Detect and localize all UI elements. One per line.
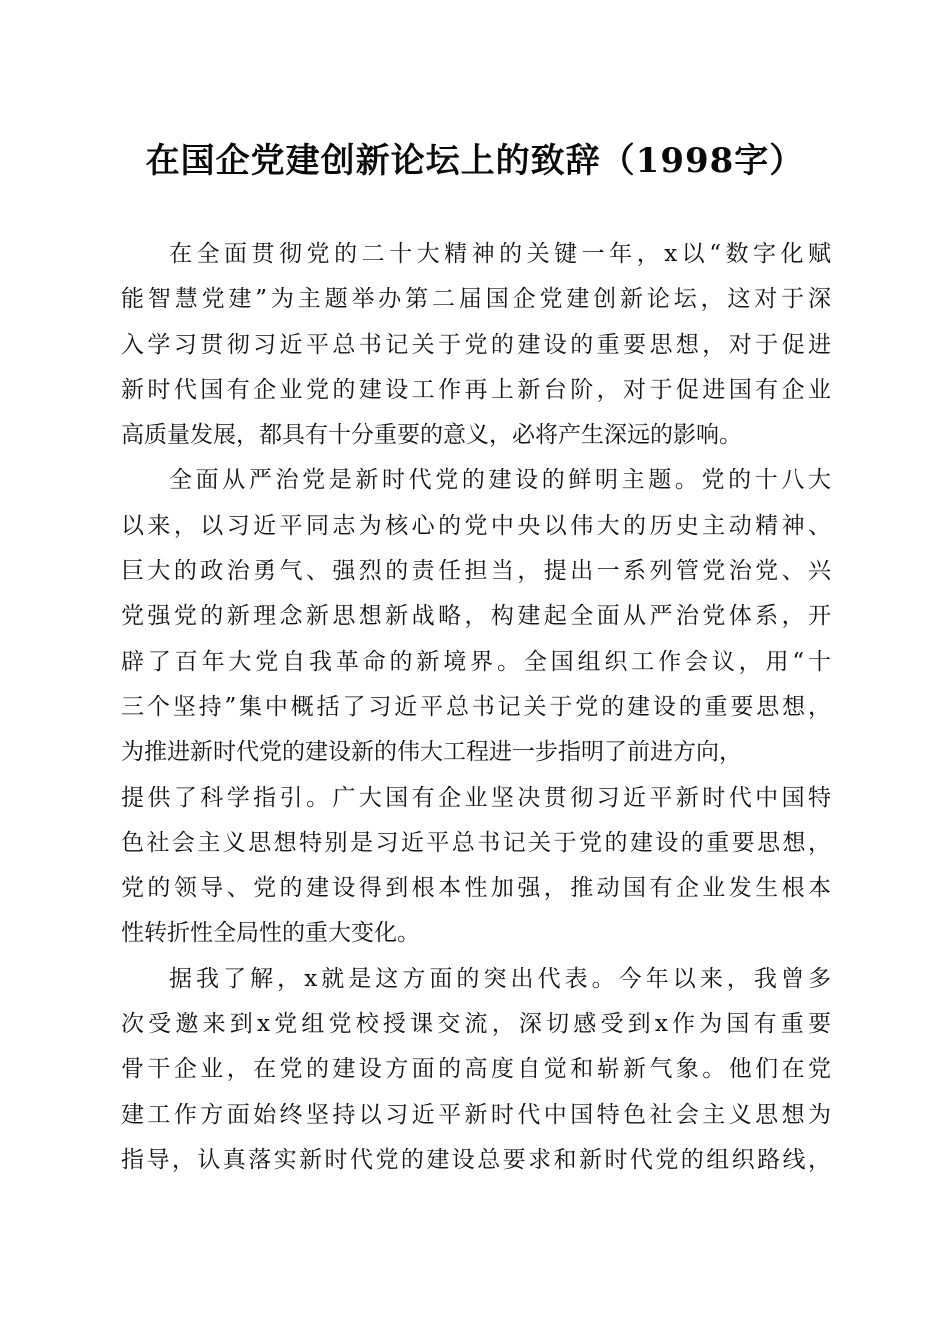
paragraph-line: 提供了科学指引。广大国有企业坚决贯彻习近平新时代中国特: [121, 784, 831, 811]
paragraph-line: 三个坚持”集中概括了习近平总书记关于党的建设的重要思想，: [121, 693, 831, 720]
paragraph-3: [121, 957, 831, 1183]
paragraph-line: 能智慧党建”为主题举办第二届国企党建创新论坛，这对于深: [121, 286, 831, 313]
document-title: 在国企党建创新论坛上的致辞（1998字）: [145, 141, 805, 181]
paragraph-line: 辟了百年大党自我革命的新境界。全国组织工作会议，用“十: [121, 648, 831, 675]
paragraph-line: 高质量发展，都具有十分重要的意义，必将产生深远的影响。: [121, 422, 742, 449]
paragraph-line: 为推进新时代党的建设新的伟大工程进一步指明了前进方向，: [121, 739, 742, 766]
paragraph-line: 党强党的新理念新思想新战略，构建起全面从严治党体系，开: [121, 603, 831, 630]
paragraph-line: 据我了解，x就是这方面的突出代表。今年以来，我曾多: [169, 965, 831, 992]
paragraph-line: 指导，认真落实新时代党的建设总要求和新时代党的组织路线，: [121, 1146, 831, 1173]
paragraph-line: 骨干企业，在党的建设方面的高度自觉和崭新气象。他们在党: [121, 1056, 831, 1083]
paragraph-line: 在全面贯彻党的二十大精神的关键一年，x以“数字化赋: [169, 241, 831, 267]
document-body: [121, 232, 831, 1183]
paragraph-line: 以来，以习近平同志为核心的党中央以伟大的历史主动精神、: [121, 512, 831, 539]
paragraph-2: [121, 458, 831, 956]
paragraph-line: 巨大的政治勇气、强烈的责任担当，提出一系列管党治党、兴: [121, 558, 831, 585]
paragraph-line: 色社会主义思想特别是习近平总书记关于党的建设的重要思想，: [121, 829, 831, 856]
paragraph-line: 党的领导、党的建设得到根本性加强，推动国有企业发生根本: [121, 875, 831, 902]
paragraph-line: 入学习贯彻习近平总书记关于党的建设的重要思想，对于促进: [121, 331, 831, 358]
paragraph-line: 次受邀来到x党组党校授课交流，深切感受到x作为国有重要: [121, 1011, 831, 1038]
paragraph-1: [121, 232, 831, 458]
paragraph-line: 建工作方面始终坚持以习近平新时代中国特色社会主义思想为: [121, 1101, 831, 1128]
paragraph-line: 全面从严治党是新时代党的建设的鲜明主题。党的十八大: [169, 467, 831, 494]
paragraph-line: 新时代国有企业党的建设工作再上新台阶，对于促进国有企业: [121, 376, 831, 403]
paragraph-line: 性转折性全局性的重大变化。: [121, 920, 420, 947]
